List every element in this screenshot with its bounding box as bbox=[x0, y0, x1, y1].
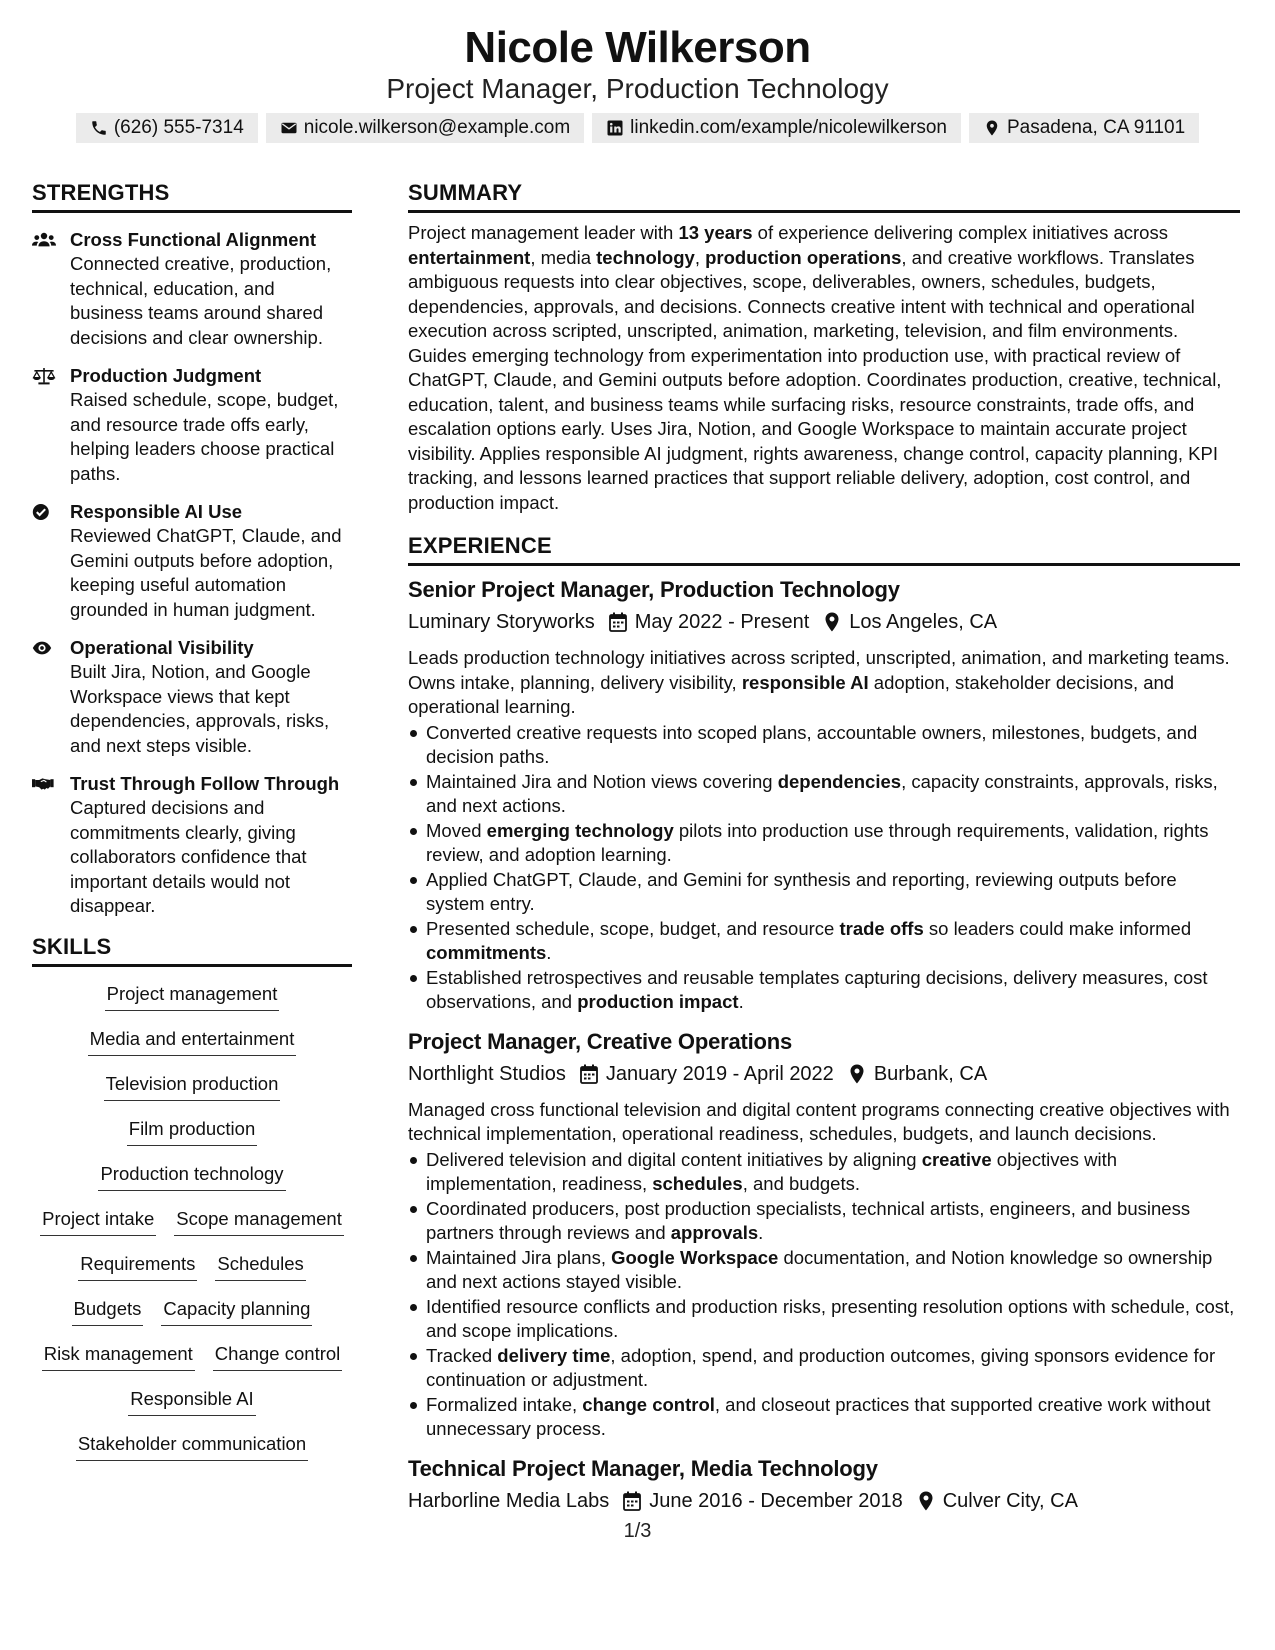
job-location: Los Angeles, CA bbox=[849, 611, 998, 633]
skill-tag: Requirements bbox=[78, 1251, 197, 1281]
skill-row bbox=[32, 981, 352, 1026]
job-bullet: Tracked delivery time, adoption, spend, and production outcomes, giving sponsors evidence for continuation or adjustment. bbox=[408, 1344, 1240, 1392]
skill-tag: Film production bbox=[127, 1116, 257, 1146]
phone-icon bbox=[90, 119, 108, 137]
job-company: Harborline Media Labs bbox=[408, 1489, 610, 1512]
contact-location bbox=[969, 113, 1199, 143]
check-circle-icon bbox=[32, 499, 70, 622]
candidate-name: Nicole Wilkerson bbox=[464, 23, 811, 72]
experience-heading: EXPERIENCE bbox=[408, 531, 1240, 566]
strength-title: Cross Functional Alignment bbox=[70, 229, 316, 250]
skill-tag: Production technology bbox=[98, 1161, 285, 1191]
contact-phone[interactable] bbox=[76, 113, 258, 143]
strength-text: Captured decisions and commitments clearly, giving collaborators confidence that important details would not disappear. bbox=[70, 797, 307, 916]
summary-heading: SUMMARY bbox=[408, 178, 1240, 213]
job-bullet: Maintained Jira and Notion views covering dependencies, capacity constraints, approvals, risks, and next actions. bbox=[408, 770, 1240, 818]
strength-text: Reviewed ChatGPT, Claude, and Gemini outputs before adoption, keeping useful automation grounded in human judgment. bbox=[70, 525, 342, 620]
skill-row bbox=[32, 1296, 352, 1341]
strength-item bbox=[32, 227, 352, 350]
scale-balance-icon bbox=[32, 363, 70, 486]
skill-tag: Budgets bbox=[72, 1296, 144, 1326]
eye-icon bbox=[32, 635, 70, 758]
job-company: Northlight Studios bbox=[408, 1062, 566, 1085]
location-pin-icon bbox=[983, 119, 1001, 137]
envelope-icon bbox=[280, 119, 298, 137]
skills-heading: SKILLS bbox=[32, 932, 352, 967]
candidate-title: Project Manager, Production Technology bbox=[386, 73, 889, 104]
experience-section bbox=[408, 531, 1240, 1517]
skill-row bbox=[32, 1116, 352, 1161]
job-meta bbox=[408, 606, 1240, 638]
location-pin-icon bbox=[903, 1491, 943, 1511]
strength-title: Responsible AI Use bbox=[70, 501, 243, 522]
job-entry bbox=[408, 1028, 1240, 1441]
job-description: Leads production technology initiatives across scripted, unscripted, animation, and marketing teams. Owns intake, planning, delivery visibility, responsible AI adoption, stakeholder decisions, and operational learning. bbox=[408, 647, 1230, 717]
skill-row bbox=[32, 1341, 352, 1386]
contact-linkedin-text: linkedin.com/example/nicolewilkerson bbox=[630, 117, 947, 138]
skill-tag: Capacity planning bbox=[161, 1296, 312, 1326]
strength-text: Connected creative, production, technical, education, and business teams around shared decisions and clear ownership. bbox=[70, 253, 332, 348]
skill-tag: Risk management bbox=[42, 1341, 195, 1371]
linkedin-icon bbox=[606, 119, 624, 137]
handshake-icon bbox=[32, 771, 70, 919]
right-column bbox=[408, 178, 1240, 1517]
skill-row bbox=[32, 1206, 352, 1251]
strength-item bbox=[32, 363, 352, 486]
job-title: Technical Project Manager, Media Technology bbox=[408, 1455, 878, 1481]
job-dates: May 2022 - Present bbox=[634, 611, 810, 633]
skills-list bbox=[32, 981, 352, 1476]
job-bullet: Maintained Jira plans, Google Workspace documentation, and Notion knowledge so ownership and next actions stayed visible. bbox=[408, 1246, 1240, 1294]
job-bullets bbox=[408, 721, 1240, 1014]
job-bullet: Moved emerging technology pilots into production use through requirements, validation, rights review, and adoption learning. bbox=[408, 819, 1240, 867]
job-bullet: Identified resource conflicts and production risks, presenting resolution options with schedule, cost, and scope implications. bbox=[408, 1295, 1240, 1343]
job-bullet: Coordinated producers, post production specialists, technical artists, engineers, and business partners through reviews and approvals. bbox=[408, 1197, 1240, 1245]
skill-tag: Responsible AI bbox=[128, 1386, 255, 1416]
job-bullets bbox=[408, 1148, 1240, 1441]
job-title: Senior Project Manager, Production Technology bbox=[408, 577, 900, 602]
job-meta bbox=[408, 1058, 1240, 1090]
strength-title: Operational Visibility bbox=[70, 637, 254, 658]
strengths-heading: STRENGTHS bbox=[32, 178, 352, 213]
job-entry bbox=[408, 1455, 1240, 1517]
job-location: Culver City, CA bbox=[942, 1489, 1078, 1512]
strength-title: Production Judgment bbox=[70, 365, 262, 386]
strength-text: Raised schedule, scope, budget, and resource trade offs early, helping leaders choose practical paths. bbox=[70, 389, 339, 484]
job-company: Luminary Storyworks bbox=[408, 611, 595, 633]
skill-tag: Media and entertainment bbox=[88, 1026, 297, 1056]
job-bullet: Presented schedule, scope, budget, and resource trade offs so leaders could make informed commitments. bbox=[408, 917, 1240, 965]
skill-row bbox=[32, 1251, 352, 1296]
contact-location-text: Pasadena, CA 91101 bbox=[1006, 117, 1186, 138]
strengths-list bbox=[32, 227, 352, 919]
job-title: Project Manager, Creative Operations bbox=[408, 1028, 793, 1054]
skill-row bbox=[32, 1386, 352, 1431]
page-number: 1/3 bbox=[623, 1520, 652, 1542]
contact-bar bbox=[0, 113, 1275, 143]
job-entry bbox=[408, 576, 1240, 1014]
calendar-icon bbox=[566, 1064, 606, 1084]
job-meta bbox=[408, 1485, 1240, 1517]
summary-text: Project management leader with 13 years of experience delivering complex initiatives across entertainment, media technology, production operations, and creative workflows. Translates ambiguous requests into clear objectives, scope, deliverables, owners, schedules, budgets, dependencies, approvals, and decisions. Connects creative intent with technical and operational execution across scripted, unscripted, animation, marketing, television, and film environments. Guides emerging technology from experimentation into production use, with practical review of ChatGPT, Claude, and Gemini outputs before adoption. Coordinates production, creative, technical, education, talent, and business teams while surfacing risks, resource constraints, trade offs, and escalation options early. Uses Jira, Notion, and Google Workspace to maintain accurate project visibility. Applies responsible AI judgment, rights awareness, change control, capacity planning, KPI tracking, and lessons learned practices that support reliable delivery, adoption, cost control, and production impact. bbox=[408, 222, 1222, 513]
strength-title: Trust Through Follow Through bbox=[70, 773, 340, 794]
people-group-icon bbox=[32, 227, 70, 350]
left-column bbox=[32, 178, 352, 1476]
skill-tag: Stakeholder communication bbox=[76, 1431, 308, 1461]
calendar-icon bbox=[609, 1491, 649, 1511]
skill-tag: Schedules bbox=[215, 1251, 305, 1281]
location-pin-icon bbox=[809, 612, 849, 632]
strength-item bbox=[32, 635, 352, 758]
job-location: Burbank, CA bbox=[873, 1062, 988, 1085]
job-bullet: Established retrospectives and reusable templates capturing decisions, delivery measures, cost observations, and production impact. bbox=[408, 966, 1240, 1014]
skill-row bbox=[32, 1431, 352, 1476]
skill-tag: Project management bbox=[105, 981, 280, 1011]
strength-item bbox=[32, 771, 352, 919]
job-bullet: Applied ChatGPT, Claude, and Gemini for synthesis and reporting, reviewing outputs before system entry. bbox=[408, 868, 1240, 916]
job-bullet: Converted creative requests into scoped plans, accountable owners, milestones, budgets, and decision paths. bbox=[408, 721, 1240, 769]
contact-email-text: nicole.wilkerson@example.com bbox=[303, 117, 571, 138]
skill-row bbox=[32, 1161, 352, 1206]
skill-tag: Television production bbox=[104, 1071, 281, 1101]
contact-linkedin[interactable] bbox=[592, 113, 961, 143]
skill-tag: Scope management bbox=[174, 1206, 344, 1236]
skill-row bbox=[32, 1026, 352, 1071]
strength-item bbox=[32, 499, 352, 622]
job-dates: June 2016 - December 2018 bbox=[649, 1489, 903, 1512]
location-pin-icon bbox=[834, 1064, 874, 1084]
strength-text: Built Jira, Notion, and Google Workspace views that kept dependencies, approvals, risks, and next steps visible. bbox=[70, 661, 330, 756]
contact-phone-text: (626) 555-7314 bbox=[113, 117, 244, 138]
skill-tag: Change control bbox=[213, 1341, 342, 1371]
job-description: Managed cross functional television and digital content programs connecting creative objectives with technical implementation, operational readiness, schedules, budgets, and launch decisions. bbox=[408, 1098, 1230, 1144]
contact-email[interactable] bbox=[266, 113, 584, 143]
job-bullet: Formalized intake, change control, and closeout practices that supported creative work without unnecessary process. bbox=[408, 1393, 1240, 1441]
skill-tag: Project intake bbox=[40, 1206, 156, 1236]
job-bullet: Delivered television and digital content initiatives by aligning creative objectives with implementation, readiness, schedules, and budgets. bbox=[408, 1148, 1240, 1196]
skill-row bbox=[32, 1071, 352, 1116]
job-dates: January 2019 - April 2022 bbox=[605, 1062, 834, 1085]
calendar-icon bbox=[595, 612, 635, 632]
